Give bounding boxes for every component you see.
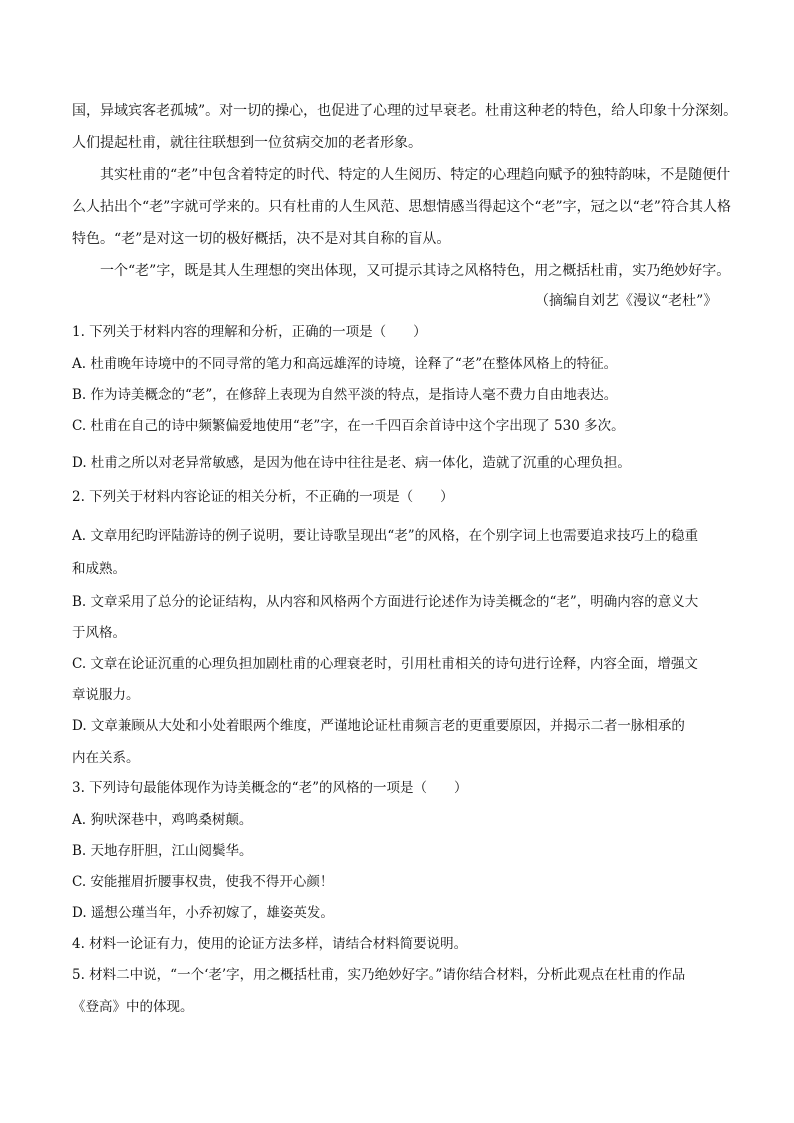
passage-line: 其实杜甫的“老”中包含着特定的时代、特定的人生阅历、特定的心理趋向赋予的独特韵味，不是随便什	[100, 167, 731, 183]
question-stem: 4. 材料一论证有力，使用的论证方法多样，请结合材料简要说明。	[72, 936, 468, 952]
question-option: 章说服力。	[72, 687, 140, 703]
question-option: A. 狗吠深巷中，鸡鸣桑树颠。	[72, 812, 253, 828]
question-option: D. 遥想公瑾当年，小乔初嫁了，雄姿英发。	[72, 905, 334, 921]
passage-line: 国，异域宾客老孤城”。对一切的操心，也促进了心理的过早衰老。杜甫这种老的特色，给人印象十分深刻。	[72, 103, 738, 119]
question-stem: 2. 下列关于材料内容论证的相关分析，不正确的一项是（ ）	[72, 489, 454, 505]
question-option: B. 文章采用了总分的论证结构，从内容和风格两个方面进行论述作为诗美概念的“老”，明确内容的意义大	[72, 594, 699, 610]
question-option: 和成熟。	[72, 561, 126, 577]
question-option: D. 文章兼顾从大处和小处着眼两个维度，严谨地论证杜甫频言老的更重要原因，并揭示二者一脉相承的	[72, 718, 685, 734]
passage-line: 特色。“老”是对这一切的极好概括，决不是对其自称的盲从。	[72, 231, 451, 247]
passage-line: 么人拈出个“老”字就可学来的。只有杜甫的人生风范、思想情感当得起这个“老”字，冠之以“老”符合其人格	[72, 199, 731, 215]
question-option: B. 作为诗美概念的“老”，在修辞上表现为自然平淡的特点，是指诗人毫不费力自由地表达。	[72, 387, 618, 403]
question-stem: 1. 下列关于材料内容的理解和分析，正确的一项是（ ）	[72, 324, 427, 340]
passage-line: 人们提起杜甫，就往往联想到一位贫病交加的老者形象。	[72, 135, 422, 151]
question-option: A. 杜甫晚年诗境中的不同寻常的笔力和高远雄浑的诗境，诠释了“老”在整体风格上的特征。	[72, 356, 618, 372]
question-option: C. 安能摧眉折腰事权贵，使我不得开心颜！	[72, 874, 334, 890]
passage-source: （摘编自刘艺《漫议“老杜”》	[535, 293, 718, 309]
question-option: A. 文章用纪昀评陆游诗的例子说明，要让诗歌呈现出“老”的风格，在个别字词上也需要追求技巧上的稳重	[72, 528, 699, 544]
question-stem: 5. 材料二中说，“一个‘老’字，用之概括杜甫，实乃绝妙好字。”请你结合材料，分析此观点在杜甫的作品	[72, 967, 686, 983]
passage-line: 一个“老”字，既是其人生理想的突出体现，又可提示其诗之风格特色，用之概括杜甫，实乃绝妙好字。	[100, 263, 731, 279]
question-option: C. 杜甫在自己的诗中频繁偏爱地使用“老”字，在一千四百余首诗中这个字出现了 530 多次。	[72, 418, 625, 434]
question-option: C. 文章在论证沉重的心理负担加剧杜甫的心理衰老时，引用杜甫相关的诗句进行诠释，内容全面，增强文	[72, 656, 698, 672]
question-option: 内在关系。	[72, 750, 140, 766]
question-stem-continued: 《登高》中的体现。	[72, 999, 194, 1015]
question-option: B. 天地存肝胆，江山阅鬓华。	[72, 843, 253, 859]
question-option: 于风格。	[72, 625, 126, 641]
question-stem: 3. 下列诗句最能体现作为诗美概念的“老”的风格的一项是（ ）	[72, 780, 468, 796]
question-option: D. 杜甫之所以对老异常敏感，是因为他在诗中往往是老、病一体化，造就了沉重的心理负担。	[72, 455, 631, 471]
